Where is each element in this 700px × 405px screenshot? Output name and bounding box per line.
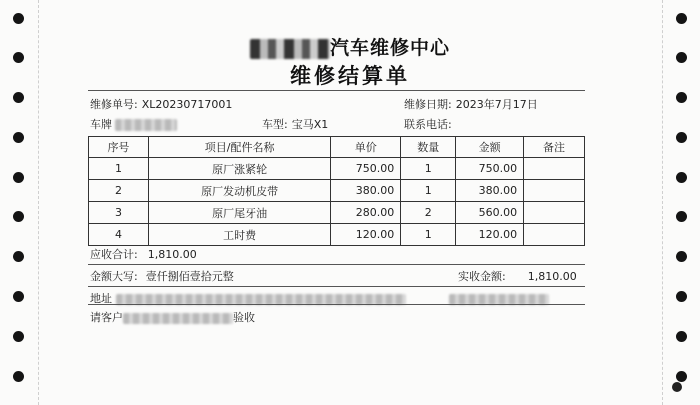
feed-hole — [13, 251, 24, 262]
feed-hole — [676, 331, 687, 342]
row-no: 1 — [89, 158, 149, 180]
table-header-row — [89, 137, 585, 158]
car-model-value: 宝马X1 — [291, 118, 329, 131]
row-name: 原厂尾牙油 — [148, 202, 330, 224]
feed-hole — [13, 331, 24, 342]
car-model-field — [262, 116, 328, 132]
redacted-phone — [449, 294, 549, 305]
feed-hole — [13, 132, 24, 143]
row-qty: 2 — [401, 202, 456, 224]
table-row — [89, 180, 585, 202]
feed-hole — [676, 92, 687, 103]
order-number-label: 维修单号: — [90, 98, 138, 111]
feed-hole — [13, 92, 24, 103]
amount-paid-label: 实收金额: — [458, 270, 506, 283]
amount-due-label: 应收合计: — [90, 248, 138, 261]
feed-hole — [676, 251, 687, 262]
address-label: 地址 — [90, 292, 112, 305]
row-note — [524, 158, 585, 180]
amount-words-value: 壹仟捌佰壹拾元整 — [145, 270, 234, 283]
row-amount: 560.00 — [456, 202, 524, 224]
phone-field — [404, 116, 452, 132]
feed-hole — [13, 13, 24, 24]
phone-label: 联系电话: — [404, 118, 452, 131]
row-no: 3 — [89, 202, 149, 224]
table-row — [89, 202, 585, 224]
row-note — [524, 202, 585, 224]
amount-paid-field — [458, 268, 577, 284]
totals-rule — [88, 286, 585, 287]
plate-field — [90, 116, 177, 132]
row-price: 120.00 — [331, 224, 401, 246]
row-amount: 120.00 — [456, 224, 524, 246]
redacted-address — [116, 294, 406, 305]
table-row — [89, 158, 585, 180]
row-qty: 1 — [401, 158, 456, 180]
repair-date-field — [404, 96, 538, 112]
feed-hole — [676, 371, 687, 382]
feed-hole — [13, 172, 24, 183]
table-row — [89, 224, 585, 246]
feed-hole — [676, 13, 687, 24]
notice-tail: 验收 — [233, 311, 255, 324]
row-amount: 380.00 — [456, 180, 524, 202]
feed-hole — [676, 172, 687, 183]
amount-due-field — [90, 246, 197, 262]
header-price: 单价 — [331, 137, 401, 158]
shop-title — [0, 33, 700, 60]
document-title: 维修结算单 — [290, 63, 410, 88]
row-name: 原厂涨紧轮 — [148, 158, 330, 180]
notice-field — [90, 309, 255, 325]
row-name: 原厂发动机皮带 — [148, 180, 330, 202]
row-no: 2 — [89, 180, 149, 202]
row-no: 4 — [89, 224, 149, 246]
plate-label: 车牌 — [90, 118, 112, 131]
redacted-plate — [115, 119, 177, 131]
amount-paid-value: 1,810.00 — [527, 270, 577, 283]
header-qty: 数量 — [401, 137, 456, 158]
shop-name: 汽车维修中心 — [329, 37, 450, 59]
feed-hole — [13, 211, 24, 222]
feed-hole — [676, 291, 687, 302]
due-rule — [88, 264, 585, 265]
order-number-value: XL20230717001 — [141, 98, 233, 111]
address-rule — [88, 304, 585, 305]
amount-words-label: 金额大写: — [90, 270, 138, 283]
row-price: 280.00 — [331, 202, 401, 224]
row-amount: 750.00 — [456, 158, 524, 180]
header-amount: 金额 — [456, 137, 524, 158]
header-note: 备注 — [524, 137, 585, 158]
header-name: 项目/配件名称 — [148, 137, 330, 158]
redacted-shop-prefix — [250, 39, 330, 59]
feed-hole — [13, 291, 24, 302]
corner-mark — [672, 382, 682, 392]
row-name: 工时费 — [148, 224, 330, 246]
amount-words-field — [90, 268, 234, 284]
items-table — [88, 136, 585, 246]
row-note — [524, 224, 585, 246]
amount-due-value: 1,810.00 — [147, 248, 197, 261]
repair-date-label: 维修日期: — [404, 98, 452, 111]
row-price: 380.00 — [331, 180, 401, 202]
row-note — [524, 180, 585, 202]
redacted-notice — [123, 313, 233, 324]
notice-label: 请客户 — [90, 311, 123, 324]
repair-date-value: 2023年7月17日 — [455, 98, 538, 111]
feed-hole — [13, 371, 24, 382]
row-price: 750.00 — [331, 158, 401, 180]
car-model-label: 车型: — [262, 118, 288, 131]
row-qty: 1 — [401, 224, 456, 246]
header-rule — [88, 90, 585, 91]
header-no: 序号 — [89, 137, 149, 158]
feed-hole — [676, 211, 687, 222]
feed-hole — [676, 132, 687, 143]
row-qty: 1 — [401, 180, 456, 202]
order-number-field — [90, 96, 232, 112]
